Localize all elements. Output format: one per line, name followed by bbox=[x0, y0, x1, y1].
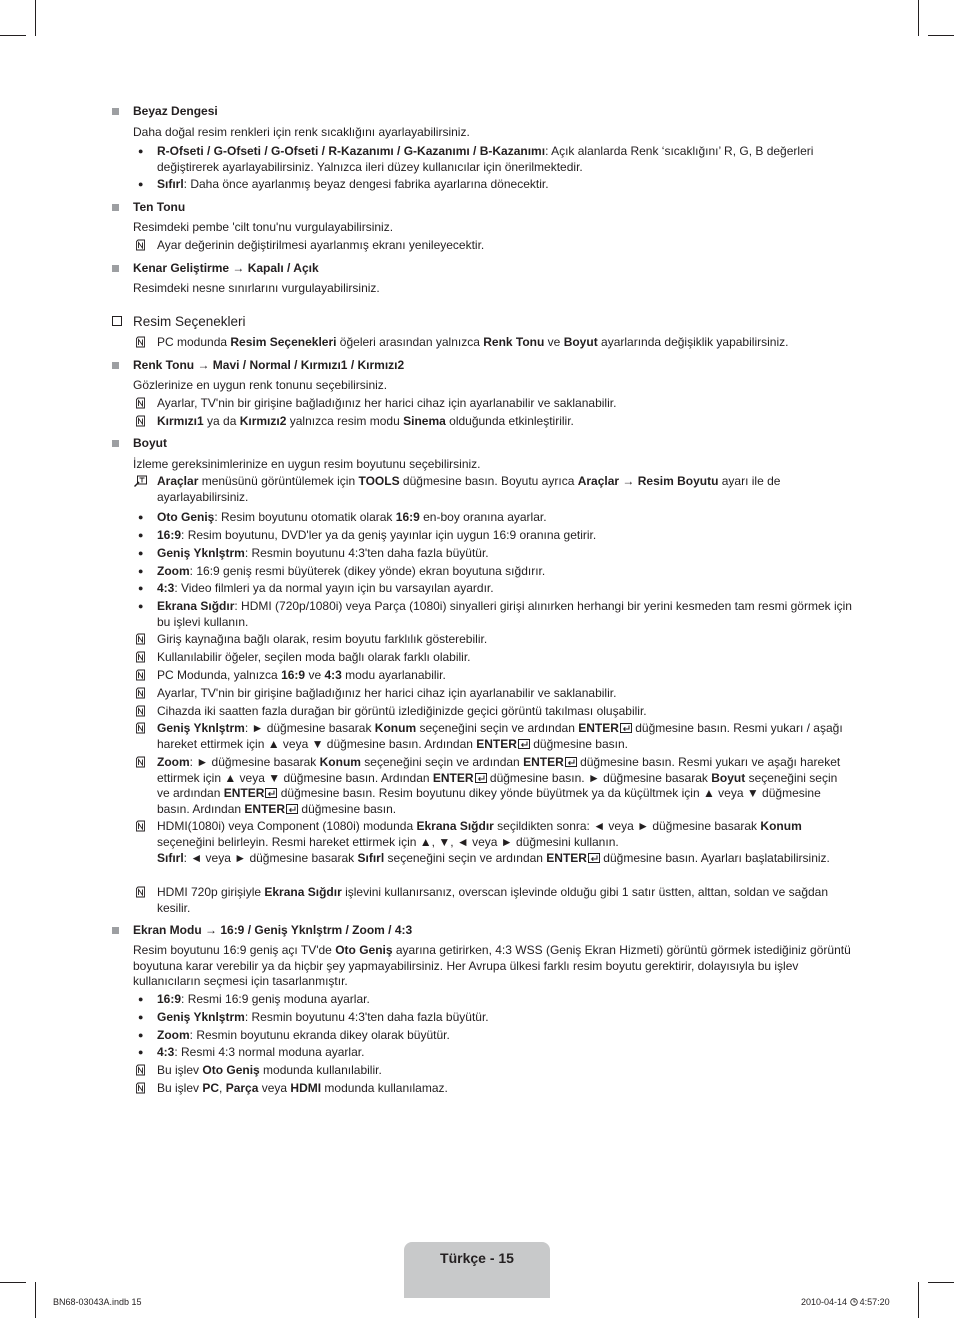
bullet-dot-icon: ● bbox=[138, 1047, 144, 1057]
text-run: en-boy oranına ayarlar. bbox=[419, 510, 547, 524]
square-bullet-icon bbox=[112, 108, 119, 115]
text-run: Ayarlar, TV'nin bir girişine bağladığınız her harici cihaz için ayarlanabilir ve saklanabilir. bbox=[157, 396, 617, 410]
block-text bbox=[112, 721, 852, 752]
text-run: olduğunda etkinleştirilir. bbox=[445, 414, 574, 428]
block-text bbox=[112, 220, 852, 236]
text-run: : Resmin boyutunu 4:3'ten daha fazla büyütür. bbox=[244, 546, 489, 560]
block-bullet bbox=[112, 510, 852, 526]
text-run: Konum bbox=[760, 819, 802, 833]
block-note bbox=[112, 721, 852, 752]
text-run: ayarına getirirken, 4:3 WSS (Geniş Ekran Hizmeti) görüntü görmek istediğiniz görüntü boyutuna karar verebilir ya da hiçbir şey yapmayabilirsiniz. Her Avrupa ülkesi farklı resim boyutu gerektirir, dolayısıyla bu işlev kullanıcıların seçmesi için tasarlanmıştır. bbox=[133, 943, 851, 989]
text-run: Resim Seçenekleri bbox=[133, 314, 246, 329]
block-bullet bbox=[112, 1045, 852, 1061]
block-note bbox=[112, 1063, 852, 1079]
text-run: Konum bbox=[319, 755, 361, 769]
enter-icon bbox=[620, 722, 632, 732]
block-note bbox=[112, 414, 852, 430]
text-run: Araçlar → Resim Boyutu bbox=[577, 474, 719, 488]
text-run: Sinema bbox=[403, 414, 446, 428]
text-run: Zoom bbox=[157, 755, 190, 769]
note-icon bbox=[135, 633, 146, 645]
block-text bbox=[112, 923, 852, 939]
text-run: Ekran Modu → 16:9 / Geniş Yknlştrm / Zoom / 4:3 bbox=[133, 923, 413, 937]
text-run: seçeneğini belirleyin. Resmi hareket ettirmek için ▲, ▼, ◄ veya ► düğmesini kullanın. bbox=[157, 834, 619, 849]
block-text bbox=[112, 546, 852, 562]
block-text bbox=[112, 819, 852, 850]
block-text bbox=[112, 281, 852, 297]
block-text bbox=[112, 378, 852, 394]
text-run: : Resmin boyutunu 4:3'ten daha fazla büyütür. bbox=[244, 1010, 489, 1024]
block-bullet bbox=[112, 992, 852, 1008]
block-text bbox=[112, 474, 852, 505]
enter-icon bbox=[565, 756, 577, 766]
text-run: Resimdeki pembe 'cilt tonu'nu vurgulayabilirsiniz. bbox=[133, 220, 394, 234]
block-text bbox=[112, 704, 852, 720]
text-run: , bbox=[219, 1081, 226, 1095]
square-bullet-icon bbox=[112, 362, 119, 369]
crop-mark bbox=[918, 0, 919, 36]
text-run: Resimdeki nesne sınırlarını vurgulayabilirsiniz. bbox=[133, 281, 380, 295]
block-text bbox=[112, 220, 852, 236]
text-run: : Resmin boyutunu ekranda dikey olarak büyütür. bbox=[189, 1028, 450, 1042]
note-icon bbox=[135, 239, 146, 251]
block-text bbox=[112, 885, 852, 916]
block-note bbox=[112, 650, 852, 666]
block-sub bbox=[112, 923, 852, 939]
block-text bbox=[112, 943, 852, 990]
crop-mark bbox=[928, 35, 954, 36]
text-run: ENTER bbox=[244, 801, 286, 816]
block-text bbox=[112, 650, 852, 666]
enter-icon bbox=[475, 772, 487, 782]
block-text bbox=[112, 686, 852, 702]
text-run: Parça bbox=[225, 1081, 259, 1095]
enter-icon bbox=[518, 738, 530, 748]
note-icon bbox=[135, 397, 146, 409]
block-note bbox=[112, 632, 852, 648]
square-bullet-icon bbox=[112, 265, 119, 272]
text-run: Araçlar bbox=[157, 474, 199, 488]
text-run: 4:3 bbox=[157, 1045, 175, 1059]
crop-mark bbox=[35, 0, 36, 36]
text-run: : Resim boyutunu, DVD'ler ya da geniş yayınlar için uygun 16:9 oranına getirir. bbox=[181, 528, 597, 542]
block-note bbox=[112, 238, 852, 254]
text-run: : Daha önce ayarlanmış beyaz dengesi fabrika ayarlarına dönecektir. bbox=[183, 177, 549, 191]
block-text bbox=[112, 992, 852, 1008]
block-text bbox=[112, 436, 852, 452]
note-icon bbox=[135, 651, 146, 663]
text-run: Zoom bbox=[157, 1028, 190, 1042]
block-text bbox=[112, 261, 852, 277]
text-run: ya da bbox=[203, 414, 240, 428]
text-run: ENTER bbox=[546, 851, 587, 865]
text-run: Resim Seçenekleri bbox=[230, 335, 337, 349]
text-run: düğmesine basın. Resmi yukarı ve aşağı hareket ettirmek için ▲ veya ▼ düğmesine basın. Ardından bbox=[157, 755, 841, 785]
bullet-dot-icon: ● bbox=[138, 994, 144, 1004]
bullet-dot-icon: ● bbox=[138, 146, 144, 156]
text-run: Oto Geniş bbox=[157, 510, 215, 524]
text-run: Zoom bbox=[157, 564, 190, 578]
block-indent bbox=[112, 851, 852, 867]
block-sub bbox=[112, 200, 852, 216]
text-run: : ► düğmesine basarak bbox=[244, 721, 375, 735]
block-note bbox=[112, 335, 852, 351]
block-text bbox=[112, 510, 852, 526]
block-sub bbox=[112, 104, 852, 120]
text-run: Ekrana Sığdır bbox=[157, 599, 235, 613]
text-run: işlevini kullanırsanız, overscan işlevinde olduğu gibi 1 satır üstten, alttan, soldan ve sağdan kesilir. bbox=[157, 885, 829, 915]
text-run: Geniş Yknlştrm bbox=[157, 546, 245, 560]
block-text bbox=[112, 378, 852, 394]
text-run: HDMI 720p girişiyle bbox=[157, 885, 265, 899]
text-run: seçildikten sonra: ◄ veya ► düğmesine basarak bbox=[493, 819, 761, 833]
text-run: Ten Tonu bbox=[133, 200, 186, 214]
block-text bbox=[112, 528, 852, 544]
crop-mark bbox=[0, 1282, 26, 1283]
text-run: HDMI(1080i) veya Component (1080i) modunda bbox=[157, 819, 417, 833]
text-run: düğmesine basın. ► düğmesine basarak bbox=[486, 770, 712, 785]
block-text bbox=[112, 238, 852, 254]
text-run: PC modunda bbox=[157, 335, 231, 349]
block-text bbox=[112, 1081, 852, 1097]
block-text bbox=[112, 144, 852, 175]
block-bullet bbox=[112, 564, 852, 580]
block-text bbox=[112, 281, 852, 297]
bullet-dot-icon: ● bbox=[138, 601, 144, 611]
block-bullet bbox=[112, 599, 852, 630]
note-icon bbox=[135, 756, 146, 768]
text-run: : Açık alanlarda Renk ‘sıcaklığını’ R, G, B değerleri değiştirerek ayarlayabilirsiniz. Yalnızca ileri düzey kullanıcılar için önerilmektedir. bbox=[157, 144, 814, 174]
text-run: ENTER bbox=[432, 770, 474, 785]
text-run: HDMI bbox=[290, 1081, 322, 1095]
text-run: 16:9 bbox=[157, 992, 182, 1006]
text-run: Bu işlev bbox=[157, 1063, 203, 1077]
text-run: Ayar değerinin değiştirilmesi ayarlanmış ekranı yenileyecektir. bbox=[157, 238, 485, 252]
text-run: 16:9 bbox=[395, 510, 420, 524]
file-info: BN68-03043A.indb 15 bbox=[53, 1297, 142, 1307]
note-icon bbox=[135, 1064, 146, 1076]
block-text bbox=[112, 943, 852, 990]
text-run: seçeneğini seçin ve ardından bbox=[416, 721, 579, 735]
block-note bbox=[112, 704, 852, 720]
block-text bbox=[112, 599, 852, 630]
block-text bbox=[112, 358, 852, 374]
text-run: Boyut bbox=[133, 436, 167, 450]
block-header bbox=[112, 314, 852, 330]
page-label: Türkçe - 15 bbox=[440, 1250, 514, 1266]
text-run: düğmesine basın. Resim boyutunu dikey yönde büyütmek ya da küçültmek için ▲ veya ▼ düğmesine basın. Ardından bbox=[157, 786, 821, 816]
bullet-dot-icon: ● bbox=[138, 566, 144, 576]
text-run: 4:3 bbox=[157, 581, 175, 595]
text-run: : Resmi 4:3 normal moduna ayarlar. bbox=[174, 1045, 365, 1059]
block-bullet bbox=[112, 528, 852, 544]
text-run: Sıfırl bbox=[357, 851, 385, 865]
text-run: TOOLS bbox=[358, 474, 400, 488]
text-run: : Resim boyutunu otomatik olarak bbox=[214, 510, 396, 524]
text-run: : 16:9 geniş resmi büyüterek (dikey yönde) ekran boyutuna sığdırır. bbox=[189, 564, 546, 578]
block-note bbox=[112, 819, 852, 850]
text-run: Renk Tonu → Mavi / Normal / Kırmızı1 / Kırmızı2 bbox=[133, 358, 405, 372]
text-run: Sıfırl bbox=[157, 851, 184, 865]
note-icon bbox=[135, 1082, 146, 1094]
block-sub bbox=[112, 358, 852, 374]
print-date: 2010-04-14 bbox=[801, 1297, 848, 1307]
text-run: Daha doğal resim renkleri için renk sıcaklığını ayarlayabilirsiniz. bbox=[133, 125, 470, 139]
text-run: : Resmi 16:9 geniş moduna ayarlar. bbox=[181, 992, 370, 1006]
text-run: : Video filmleri ya da normal yayın için bu varsayılan ayardır. bbox=[174, 581, 494, 595]
text-run: Geniş Yknlştrm bbox=[157, 721, 245, 735]
block-sub bbox=[112, 261, 852, 277]
enter-icon bbox=[588, 852, 600, 862]
text-run: ENTER bbox=[578, 721, 619, 735]
block-note bbox=[112, 396, 852, 412]
note-icon bbox=[135, 336, 146, 348]
block-text bbox=[112, 125, 852, 141]
block-bullet bbox=[112, 177, 852, 193]
text-run: Ayarlar, TV'nin bir girişine bağladığınız her harici cihaz için ayarlanabilir ve saklanabilir. bbox=[157, 686, 617, 700]
text-run: ENTER bbox=[523, 755, 564, 769]
block-text bbox=[112, 1010, 852, 1026]
block-text bbox=[112, 632, 852, 648]
text-run: Bu işlev bbox=[157, 1081, 203, 1095]
crop-mark bbox=[918, 1282, 919, 1318]
crop-mark bbox=[0, 35, 26, 36]
block-bullet bbox=[112, 1028, 852, 1044]
note-icon bbox=[135, 415, 146, 427]
page-number-tab bbox=[404, 1242, 550, 1298]
text-run: modunda kullanılamaz. bbox=[321, 1081, 448, 1095]
block-text bbox=[112, 104, 852, 120]
block-text bbox=[112, 1063, 852, 1079]
bullet-dot-icon: ● bbox=[138, 583, 144, 593]
text-run: Kullanılabilir öğeler, seçilen moda bağlı olarak farklı olabilir. bbox=[157, 650, 471, 664]
text-run: Boyut bbox=[563, 335, 598, 349]
text-run: ayarlarında değişiklik yapabilirsiniz. bbox=[597, 335, 789, 349]
hollow-square-icon bbox=[112, 316, 122, 326]
text-run: PC bbox=[202, 1081, 220, 1095]
block-bullet bbox=[112, 144, 852, 175]
block-text bbox=[112, 1028, 852, 1044]
text-run: yalnızca resim modu bbox=[286, 414, 404, 428]
text-run: Cihazda iki saatten fazla durağan bir görüntü izlediğinizde geçici görüntü takılması oluşabilir. bbox=[157, 704, 647, 718]
note-icon bbox=[135, 722, 146, 734]
text-run: Boyut bbox=[711, 770, 746, 785]
block-text bbox=[112, 125, 852, 141]
text-run: : ► düğmesine basarak bbox=[189, 755, 320, 769]
text-run: öğeleri arasından yalnızca bbox=[336, 335, 484, 349]
block-text bbox=[112, 396, 852, 412]
tools-icon bbox=[134, 475, 148, 487]
text-run: düğmesine basın. bbox=[298, 801, 397, 816]
text-run: Resim boyutunu 16:9 geniş açı TV'de bbox=[133, 943, 336, 957]
text-run: Renk Tonu bbox=[483, 335, 545, 349]
text-run: seçeneğini seçin ve ardından bbox=[157, 770, 838, 801]
note-icon bbox=[135, 820, 146, 832]
block-text bbox=[112, 755, 852, 817]
bullet-dot-icon: ● bbox=[138, 1012, 144, 1022]
text-run: ve bbox=[305, 668, 325, 682]
text-run: ve bbox=[544, 335, 564, 349]
square-bullet-icon bbox=[112, 204, 119, 211]
enter-icon bbox=[265, 787, 277, 797]
bullet-dot-icon: ● bbox=[138, 512, 144, 522]
text-run: modunda kullanılabilir. bbox=[259, 1063, 382, 1077]
text-run: ayarı ile de ayarlayabilirsiniz. bbox=[157, 474, 781, 504]
block-tools bbox=[112, 474, 852, 505]
text-run: düğmesine basın. Resmi yukarı / aşağı hareket ettirmek için ▲ veya ▼ düğmesine basın. Ardından bbox=[157, 721, 843, 751]
print-time: 4:57:20 bbox=[859, 1297, 890, 1307]
block-text bbox=[112, 457, 852, 473]
text-run: PC Modunda, yalnızca bbox=[157, 668, 282, 682]
text-run: veya bbox=[258, 1081, 291, 1095]
text-run: düğmesine basın. Boyutu ayrıca bbox=[399, 474, 578, 488]
block-note bbox=[112, 885, 852, 916]
text-run: : HDMI (720p/1080i) veya Parça (1080i) sinyalleri girişi alınırken herhangi bir yerini kesmeden tam resmi görmek için bu işlevi kullanın. bbox=[157, 599, 852, 629]
block-note bbox=[112, 755, 852, 817]
text-run: : ◄ veya ► düğmesine basarak bbox=[183, 851, 358, 865]
block-note bbox=[112, 668, 852, 684]
note-icon bbox=[135, 687, 146, 699]
block-text bbox=[112, 335, 852, 351]
block-text bbox=[112, 457, 852, 473]
block-text bbox=[112, 414, 852, 430]
block-text bbox=[112, 314, 852, 330]
note-icon bbox=[135, 705, 146, 717]
square-bullet-icon bbox=[112, 440, 119, 447]
block-text bbox=[112, 851, 852, 867]
text-run: Gözlerinize en uygun renk tonunu seçebilirsiniz. bbox=[133, 378, 388, 392]
crop-mark bbox=[35, 1282, 36, 1318]
text-run: seçeneğini seçin ve ardından bbox=[384, 851, 547, 865]
block-text bbox=[112, 1045, 852, 1061]
note-icon bbox=[135, 669, 146, 681]
text-run: Kırmızı2 bbox=[239, 414, 287, 428]
bullet-dot-icon: ● bbox=[138, 179, 144, 189]
block-text bbox=[112, 581, 852, 597]
text-run: seçeneğini seçin ve ardından bbox=[360, 755, 524, 769]
text-run: Konum bbox=[374, 721, 417, 735]
text-run: Ekrana Sığdır bbox=[264, 885, 342, 899]
block-bullet bbox=[112, 1010, 852, 1026]
bullet-dot-icon: ● bbox=[138, 1030, 144, 1040]
text-run: Geniş Yknlştrm bbox=[157, 1010, 245, 1024]
text-run: modu ayarlanabilir. bbox=[341, 668, 446, 682]
bullet-dot-icon: ● bbox=[138, 530, 144, 540]
text-run: İzleme gereksinimlerinize en uygun resim boyutunu seçebilirsiniz. bbox=[133, 457, 481, 471]
text-run: R-Ofseti / G-Ofseti / G-Ofseti / R-Kazanımı / G-Kazanımı / B-Kazanımı bbox=[157, 144, 546, 158]
print-timestamp bbox=[801, 1297, 890, 1309]
text-run: Kenar Geliştirme → Kapalı / Açık bbox=[133, 261, 319, 275]
block-bullet bbox=[112, 581, 852, 597]
note-icon bbox=[135, 886, 146, 898]
block-sub bbox=[112, 436, 852, 452]
block-bullet bbox=[112, 546, 852, 562]
text-run: 16:9 bbox=[157, 528, 182, 542]
text-run: düğmesine basın. bbox=[529, 736, 628, 751]
block-note bbox=[112, 1081, 852, 1097]
block-text bbox=[112, 177, 852, 193]
block-note bbox=[112, 686, 852, 702]
text-run: ENTER bbox=[476, 736, 517, 751]
text-run: Kırmızı1 bbox=[157, 414, 204, 428]
text-run: Oto Geniş bbox=[202, 1063, 260, 1077]
text-run: 16:9 bbox=[281, 668, 306, 682]
text-run: Sıfırl bbox=[157, 177, 184, 191]
text-run: 4:3 bbox=[324, 668, 342, 682]
block-text bbox=[112, 668, 852, 684]
text-run: Beyaz Dengesi bbox=[133, 104, 218, 118]
text-run: ENTER bbox=[223, 786, 265, 801]
block-text bbox=[112, 200, 852, 216]
block-text bbox=[112, 564, 852, 580]
clock-icon bbox=[850, 1298, 858, 1309]
crop-mark bbox=[928, 1282, 954, 1283]
text-run: Oto Geniş bbox=[335, 943, 393, 957]
text-run: Ekrana Sığdır bbox=[416, 819, 494, 833]
square-bullet-icon bbox=[112, 927, 119, 934]
text-run: Giriş kaynağına bağlı olarak, resim boyutu farklılık gösterebilir. bbox=[157, 632, 488, 646]
text-run: menüsünü görüntülemek için bbox=[198, 474, 359, 488]
text-run: düğmesine basın. Ayarları başlatabilirsiniz. bbox=[599, 851, 830, 865]
bullet-dot-icon: ● bbox=[138, 548, 144, 558]
enter-icon bbox=[286, 803, 298, 813]
